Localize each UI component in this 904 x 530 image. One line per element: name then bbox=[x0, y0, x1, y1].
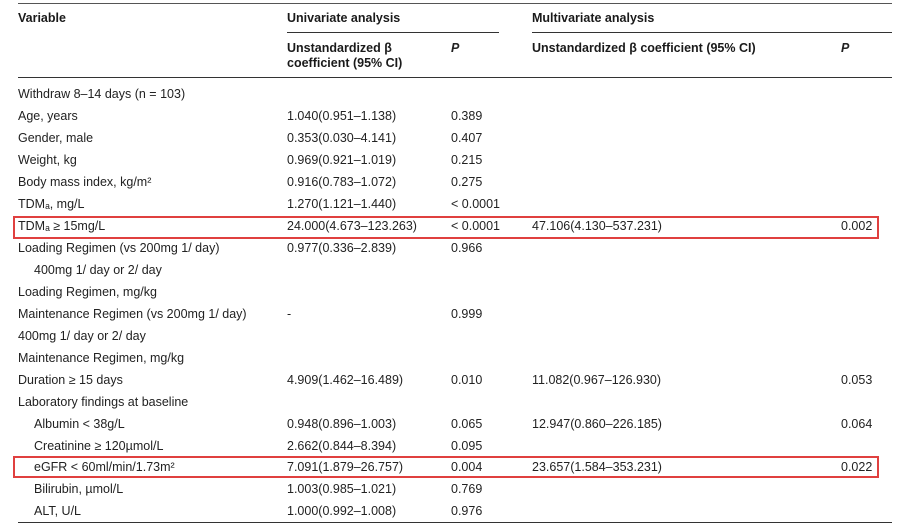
row-variable: Laboratory findings at baseline bbox=[18, 395, 189, 409]
row-uni-p: 0.065 bbox=[451, 417, 483, 431]
header-variable: Variable bbox=[18, 11, 66, 25]
row-variable: Duration ≥ 15 days bbox=[18, 373, 123, 387]
row-multi-coef: 47.106(4.130–537.231) bbox=[532, 219, 662, 233]
row-variable: Loading Regimen, mg/kg bbox=[18, 285, 157, 299]
top-rule bbox=[18, 3, 892, 4]
row-uni-p: < 0.0001 bbox=[451, 197, 501, 211]
row-variable: Maintenance Regimen, mg/kg bbox=[18, 351, 185, 365]
row-uni-coef: 4.909(1.462–16.489) bbox=[287, 373, 404, 387]
row-multi-coef: 12.947(0.860–226.185) bbox=[532, 417, 662, 431]
header-uni-coef-line2: coefficient (95% CI) bbox=[287, 56, 403, 70]
row-uni-p: < 0.0001 bbox=[451, 219, 501, 233]
highlight-tdm-row bbox=[13, 216, 879, 239]
row-uni-p: 0.999 bbox=[451, 307, 483, 321]
row-uni-coef: - bbox=[287, 307, 292, 321]
row-uni-p: 0.769 bbox=[451, 482, 483, 496]
header-multi-p: P bbox=[841, 41, 850, 55]
row-multi-p: 0.053 bbox=[841, 373, 873, 387]
header-bottom-rule bbox=[18, 77, 892, 78]
row-multi-coef: 11.082(0.967–126.930) bbox=[532, 373, 662, 387]
row-multi-p: 0.064 bbox=[841, 417, 873, 431]
row-uni-coef: 0.977(0.336–2.839) bbox=[287, 241, 397, 255]
bottom-rule bbox=[18, 522, 892, 523]
row-uni-coef: 1.270(1.121–1.440) bbox=[287, 197, 397, 211]
row-multi-p: 0.002 bbox=[841, 219, 873, 233]
row-uni-p: 0.275 bbox=[451, 175, 483, 189]
row-multi-coef: 23.657(1.584–353.231) bbox=[532, 460, 662, 474]
row-uni-coef: 0.353(0.030–4.141) bbox=[287, 131, 397, 145]
header-multi-coef: Unstandardized β coefficient (95% CI) bbox=[532, 41, 756, 55]
row-uni-coef: 7.091(1.879–26.757) bbox=[287, 460, 404, 474]
row-variable: Gender, male bbox=[18, 131, 94, 145]
row-variable: Bilirubin, µmol/L bbox=[34, 482, 124, 496]
row-uni-p: 0.407 bbox=[451, 131, 483, 145]
row-variable: Loading Regimen (vs 200mg 1/ day) bbox=[18, 241, 220, 255]
row-uni-coef: 0.948(0.896–1.003) bbox=[287, 417, 397, 431]
row-uni-coef: 1.040(0.951–1.138) bbox=[287, 109, 397, 123]
row-variable: ALT, U/L bbox=[34, 504, 82, 518]
row-uni-p: 0.095 bbox=[451, 439, 483, 453]
row-uni-p: 0.966 bbox=[451, 241, 483, 255]
row-variable: 400mg 1/ day or 2/ day bbox=[34, 263, 162, 277]
row-uni-coef: 1.000(0.992–1.008) bbox=[287, 504, 397, 518]
row-uni-coef: 1.003(0.985–1.021) bbox=[287, 482, 397, 496]
univariate-underline bbox=[287, 32, 499, 33]
row-multi-p: 0.022 bbox=[841, 460, 873, 474]
row-variable: Maintenance Regimen (vs 200mg 1/ day) bbox=[18, 307, 247, 321]
row-variable: Creatinine ≥ 120µmol/L bbox=[34, 439, 164, 453]
header-univariate: Univariate analysis bbox=[287, 11, 401, 25]
row-variable: TDMₐ ≥ 15mg/L bbox=[18, 219, 106, 233]
row-uni-p: 0.010 bbox=[451, 373, 483, 387]
row-uni-p: 0.389 bbox=[451, 109, 483, 123]
row-variable: Age, years bbox=[18, 109, 78, 123]
header-multivariate: Multivariate analysis bbox=[532, 11, 655, 25]
row-variable: Body mass index, kg/m² bbox=[18, 175, 152, 189]
row-variable: TDMₐ, mg/L bbox=[18, 197, 85, 211]
row-uni-p: 0.215 bbox=[451, 153, 483, 167]
row-uni-p: 0.004 bbox=[451, 460, 483, 474]
row-uni-coef: 0.969(0.921–1.019) bbox=[287, 153, 397, 167]
header-uni-p: P bbox=[451, 41, 460, 55]
header-uni-coef-line1: Unstandardized β bbox=[287, 41, 392, 55]
row-uni-coef: 24.000(4.673–123.263) bbox=[287, 219, 417, 233]
row-uni-coef: 0.916(0.783–1.072) bbox=[287, 175, 397, 189]
row-variable: Weight, kg bbox=[18, 153, 77, 167]
row-variable: Albumin < 38g/L bbox=[34, 417, 125, 431]
row-variable: eGFR < 60ml/min/1.73m² bbox=[34, 460, 175, 474]
row-uni-p: 0.976 bbox=[451, 504, 483, 518]
multivariate-underline bbox=[532, 32, 892, 33]
row-uni-coef: 2.662(0.844–8.394) bbox=[287, 439, 397, 453]
row-variable: 400mg 1/ day or 2/ day bbox=[18, 329, 146, 343]
row-variable: Withdraw 8–14 days (n = 103) bbox=[18, 87, 186, 101]
